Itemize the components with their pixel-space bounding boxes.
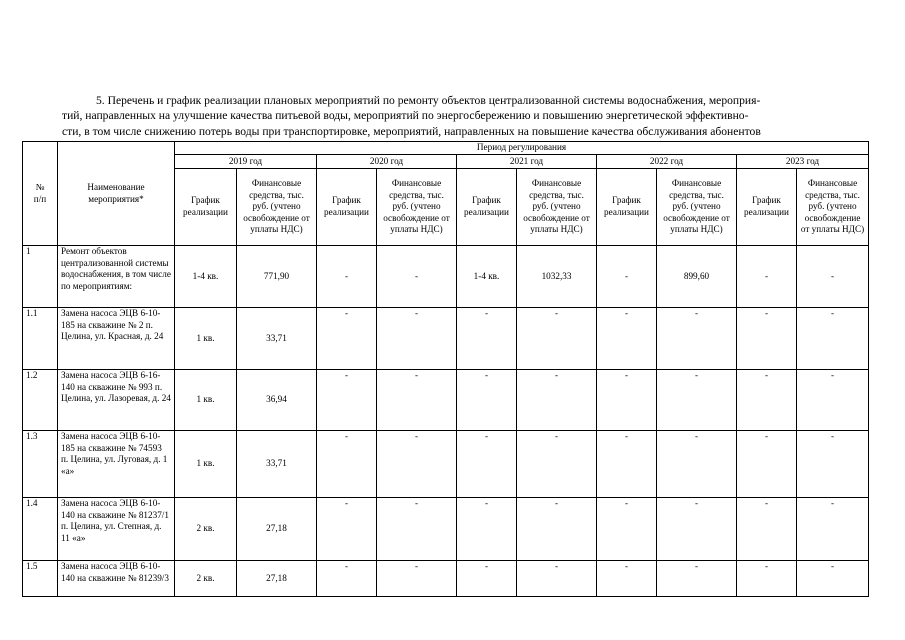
header-finance: Финансовые средства, тыс. руб. (учтено освобождение от уплаты НДС) [517, 169, 597, 246]
row-name: Замена насоса ЭЦВ 6-10-140 на скважине № 81239/3 [58, 561, 175, 597]
header-schedule: График реализации [317, 169, 377, 246]
finance-cell: - [797, 561, 869, 597]
schedule-cell: - [737, 370, 797, 431]
row-number: 1 [23, 246, 58, 308]
finance-cell: 27,18 [237, 561, 317, 597]
finance-cell: - [657, 308, 737, 370]
row-number: 1.3 [23, 431, 58, 498]
schedule-cell: - [597, 431, 657, 498]
finance-cell: - [377, 246, 457, 308]
finance-cell: - [657, 431, 737, 498]
schedule-cell: - [317, 431, 377, 498]
table-row [23, 561, 869, 597]
row-name: Замена насоса ЭЦВ 6-10-185 на скважине № 74593 п. Целина, ул. Луговая, д. 1 «а» [58, 431, 175, 498]
finance-cell: - [797, 498, 869, 561]
finance-cell: 33,71 [237, 308, 317, 370]
row-number: 1.4 [23, 498, 58, 561]
finance-cell: - [797, 246, 869, 308]
table-row [23, 370, 869, 431]
finance-cell: - [377, 561, 457, 597]
header-year-2021: 2021 год [457, 155, 597, 169]
schedule-cell: - [317, 561, 377, 597]
schedule-cell: - [457, 431, 517, 498]
finance-cell: 899,60 [657, 246, 737, 308]
finance-cell: 771,90 [237, 246, 317, 308]
schedule-cell: - [597, 246, 657, 308]
header-schedule: График реализации [457, 169, 517, 246]
schedule-cell: - [737, 431, 797, 498]
finance-cell: 1032,33 [517, 246, 597, 308]
schedule-cell: - [597, 370, 657, 431]
schedule-cell: - [457, 498, 517, 561]
header-year-2019: 2019 год [175, 155, 317, 169]
header-num: № п/п [23, 142, 58, 246]
schedule-cell: 1-4 кв. [175, 246, 237, 308]
finance-cell: - [797, 431, 869, 498]
header-schedule: График реализации [175, 169, 237, 246]
row-number: 1.1 [23, 308, 58, 370]
table-row [23, 308, 869, 370]
schedule-cell: 2 кв. [175, 561, 237, 597]
schedule-cell: - [457, 370, 517, 431]
finance-cell: - [517, 370, 597, 431]
schedule-cell: - [457, 308, 517, 370]
row-number: 1.2 [23, 370, 58, 431]
header-period: Период регулирования [175, 142, 869, 155]
schedule-cell: - [597, 498, 657, 561]
schedule-cell: - [317, 370, 377, 431]
table-row [23, 246, 869, 308]
header-finance: Финансовые средства, тыс. руб. (учтено освобождение от уплаты НДС) [237, 169, 317, 246]
row-name: Ремонт объектов централизованной системы водоснабжения, в том числе по мероприятиям: [58, 246, 175, 308]
schedule-cell: 1 кв. [175, 308, 237, 370]
document-caption [62, 93, 846, 139]
table-row [23, 431, 869, 498]
schedule-cell: - [597, 561, 657, 597]
measures-table [22, 141, 869, 597]
row-name: Замена насоса ЭЦВ 6-10-185 на скважине № 2 п. Целина, ул. Красная, д. 24 [58, 308, 175, 370]
schedule-cell: 2 кв. [175, 498, 237, 561]
schedule-cell: - [317, 308, 377, 370]
finance-cell: 36,94 [237, 370, 317, 431]
header-name: Наименование мероприятия* [58, 142, 175, 246]
schedule-cell: - [737, 308, 797, 370]
finance-cell: - [517, 308, 597, 370]
finance-cell: 33,71 [237, 431, 317, 498]
finance-cell: - [517, 498, 597, 561]
header-finance: Финансовые средства, тыс. руб. (учтено освобождение от уплаты НДС) [657, 169, 737, 246]
header-finance: Финансовые средства, тыс. руб. (учтено освобождение от уплаты НДС) [377, 169, 457, 246]
row-name: Замена насоса ЭЦВ 6-10-140 на скважине № 81237/1 п. Целина, ул. Степная, д. 11 «а» [58, 498, 175, 561]
schedule-cell: - [737, 498, 797, 561]
finance-cell: - [657, 370, 737, 431]
schedule-cell: 1-4 кв. [457, 246, 517, 308]
schedule-cell: - [597, 308, 657, 370]
finance-cell: - [377, 308, 457, 370]
schedule-cell: - [317, 246, 377, 308]
finance-cell: - [797, 308, 869, 370]
finance-cell: - [377, 431, 457, 498]
table-row [23, 498, 869, 561]
header-finance: Финансовые средства, тыс. руб. (учтено освобождение от уплаты НДС) [797, 169, 869, 246]
header-schedule: График реализации [597, 169, 657, 246]
caption-line-1: 5. Перечень и график реализации плановых мероприятий по ремонту объектов централизованной системы водоснабжения, мероприя- [96, 94, 761, 107]
caption-line-3: сти, в том числе снижению потерь воды при транспортировке, мероприятий, направленных на повышение качества обслуживания абонентов [62, 124, 761, 138]
finance-cell: - [797, 370, 869, 431]
finance-cell: - [377, 370, 457, 431]
header-year-2023: 2023 год [737, 155, 869, 169]
header-year-2022: 2022 год [597, 155, 737, 169]
finance-cell: - [517, 561, 597, 597]
schedule-cell: 1 кв. [175, 431, 237, 498]
finance-cell: - [377, 498, 457, 561]
finance-cell: - [517, 431, 597, 498]
schedule-cell: - [737, 561, 797, 597]
finance-cell: - [657, 498, 737, 561]
schedule-cell: - [457, 561, 517, 597]
row-number: 1.5 [23, 561, 58, 597]
row-name: Замена насоса ЭЦВ 6-16-140 на скважине № 993 п. Целина, ул. Лазоревая, д. 24 [58, 370, 175, 431]
finance-cell: - [657, 561, 737, 597]
caption-line-2: тий, направленных на улучшение качества питьевой воды, мероприятий по энергосбережению и повышению энергетической эффективно- [62, 109, 749, 123]
schedule-cell: - [737, 246, 797, 308]
header-year-2020: 2020 год [317, 155, 457, 169]
schedule-cell: - [317, 498, 377, 561]
finance-cell: 27,18 [237, 498, 317, 561]
header-schedule: График реализации [737, 169, 797, 246]
schedule-cell: 1 кв. [175, 370, 237, 431]
